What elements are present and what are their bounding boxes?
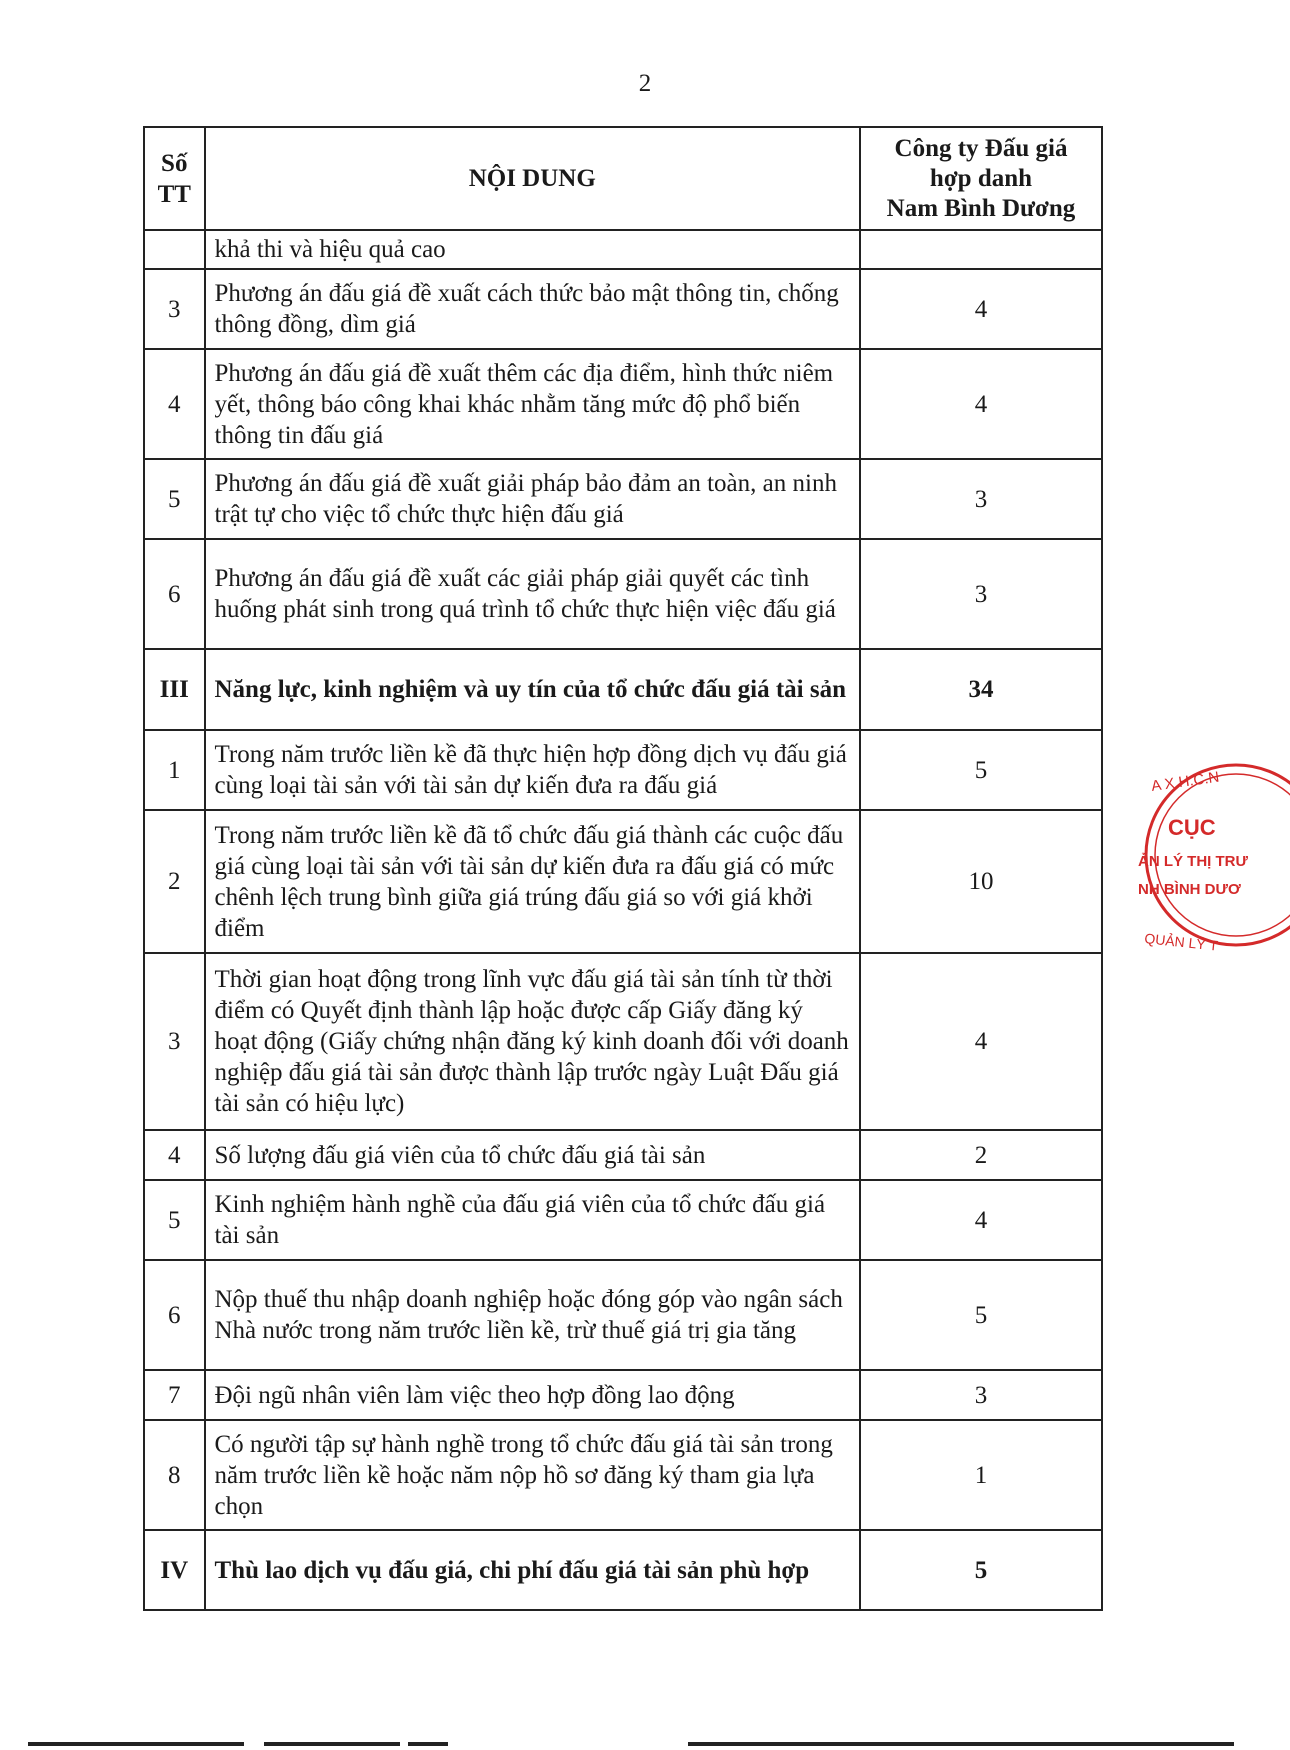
row-no: 3 <box>144 953 205 1130</box>
row-content: Phương án đấu giá đề xuất giải pháp bảo đảm an toàn, an ninh trật tự cho việc tổ chức thực hiện đấu giá <box>205 459 860 539</box>
row-no: 2 <box>144 810 205 953</box>
stamp-bottom-text: QUẢN LÝ T <box>1143 930 1219 954</box>
row-content: khả thi và hiệu quả cao <box>205 230 860 269</box>
row-no: 8 <box>144 1420 205 1530</box>
row-score: 5 <box>860 1260 1102 1370</box>
page-number: 2 <box>638 70 652 97</box>
row-score: 5 <box>860 1530 1102 1610</box>
row-score: 4 <box>860 953 1102 1130</box>
table-row <box>144 459 1102 539</box>
table-row <box>144 1180 1102 1260</box>
table-row <box>144 1260 1102 1370</box>
row-no: 6 <box>144 1260 205 1370</box>
header-score-line3: Nam Bình Dương <box>886 194 1076 222</box>
row-score: 5 <box>860 730 1102 810</box>
table-row <box>144 810 1102 953</box>
header-score-line2: hợp danh <box>929 164 1033 192</box>
row-content: Đội ngũ nhân viên làm việc theo hợp đồng lao động <box>205 1370 860 1420</box>
stamp-line1: ẢN LÝ THỊ TRƯ <box>1138 853 1248 870</box>
red-seal-stamp <box>1138 755 1288 965</box>
table-row <box>144 953 1102 1130</box>
row-no: 5 <box>144 1180 205 1260</box>
table-row <box>144 539 1102 649</box>
stamp-title: CỤC <box>1168 815 1216 840</box>
header-score-line1: Công ty Đấu giá <box>894 134 1068 162</box>
table-header-row <box>144 127 1102 230</box>
table-row <box>144 1370 1102 1420</box>
header-content: NỘI DUNG <box>205 127 860 230</box>
row-no: III <box>144 649 205 730</box>
bottom-divider-4 <box>688 1742 1234 1746</box>
row-content: Năng lực, kinh nghiệm và uy tín của tổ chức đấu giá tài sản <box>205 649 860 730</box>
table-row <box>144 1530 1102 1610</box>
header-no-line1: Số <box>161 149 188 177</box>
row-no: 3 <box>144 269 205 349</box>
row-content: Có người tập sự hành nghề trong tổ chức đấu giá tài sản trong năm trước liền kề hoặc năm nộp hồ sơ đăng ký tham gia lựa chọn <box>205 1420 860 1530</box>
row-score: 3 <box>860 539 1102 649</box>
table-row <box>144 269 1102 349</box>
stamp-top-text: A X.H.C.N <box>1150 768 1221 795</box>
row-content: Thời gian hoạt động trong lĩnh vực đấu giá tài sản tính từ thời điểm có Quyết định thành lập hoặc được cấp Giấy đăng ký hoạt động (Giấy chứng nhận đăng ký kinh doanh đối với doanh nghiệp đấu giá tài sản được thành lập trước ngày Luật Đấu giá tài sản có hiệu lực) <box>205 953 860 1130</box>
row-no: 6 <box>144 539 205 649</box>
row-content: Số lượng đấu giá viên của tổ chức đấu giá tài sản <box>205 1130 860 1180</box>
row-no: 5 <box>144 459 205 539</box>
row-content: Trong năm trước liền kề đã thực hiện hợp đồng dịch vụ đấu giá cùng loại tài sản với tài sản dự kiến đưa ra đấu giá <box>205 730 860 810</box>
table-row <box>144 1130 1102 1180</box>
row-no: 7 <box>144 1370 205 1420</box>
row-score: 3 <box>860 459 1102 539</box>
row-score: 3 <box>860 1370 1102 1420</box>
row-score <box>860 230 1102 269</box>
row-content: Thù lao dịch vụ đấu giá, chi phí đấu giá tài sản phù hợp <box>205 1530 860 1610</box>
row-content: Phương án đấu giá đề xuất các giải pháp giải quyết các tình huống phát sinh trong quá trình tổ chức thực hiện việc đấu giá <box>205 539 860 649</box>
row-content: Phương án đấu giá đề xuất cách thức bảo mật thông tin, chống thông đồng, dìm giá <box>205 269 860 349</box>
header-score <box>860 127 1102 230</box>
row-no: 4 <box>144 349 205 459</box>
row-no <box>144 230 205 269</box>
row-no: 1 <box>144 730 205 810</box>
table-row <box>144 730 1102 810</box>
row-no: 4 <box>144 1130 205 1180</box>
bottom-divider-1 <box>28 1742 244 1746</box>
header-no-line2: TT <box>157 180 191 208</box>
table-row <box>144 230 1102 269</box>
header-no <box>144 127 205 230</box>
table-row <box>144 349 1102 459</box>
stamp-line2: NH BÌNH DƯƠ <box>1138 881 1241 898</box>
bottom-divider-2 <box>264 1742 400 1746</box>
row-no: IV <box>144 1530 205 1610</box>
row-score: 4 <box>860 349 1102 459</box>
row-content: Trong năm trước liền kề đã tổ chức đấu giá thành các cuộc đấu giá cùng loại tài sản với tài sản dự kiến đưa ra đấu giá có mức chênh lệch trung bình giữa giá trúng đấu giá so với giá khởi điểm <box>205 810 860 953</box>
row-score: 10 <box>860 810 1102 953</box>
bottom-divider-3 <box>408 1742 448 1746</box>
table-row <box>144 649 1102 730</box>
row-content: Kinh nghiệm hành nghề của đấu giá viên của tổ chức đấu giá tài sản <box>205 1180 860 1260</box>
row-score: 2 <box>860 1130 1102 1180</box>
row-content: Phương án đấu giá đề xuất thêm các địa điểm, hình thức niêm yết, thông báo công khai khác nhằm tăng mức độ phổ biến thông tin đấu giá <box>205 349 860 459</box>
row-score: 4 <box>860 1180 1102 1260</box>
row-score: 34 <box>860 649 1102 730</box>
row-content: Nộp thuế thu nhập doanh nghiệp hoặc đóng góp vào ngân sách Nhà nước trong năm trước liền kề, trừ thuế giá trị gia tăng <box>205 1260 860 1370</box>
table-row <box>144 1420 1102 1530</box>
row-score: 4 <box>860 269 1102 349</box>
score-table <box>143 126 1103 1611</box>
row-score: 1 <box>860 1420 1102 1530</box>
